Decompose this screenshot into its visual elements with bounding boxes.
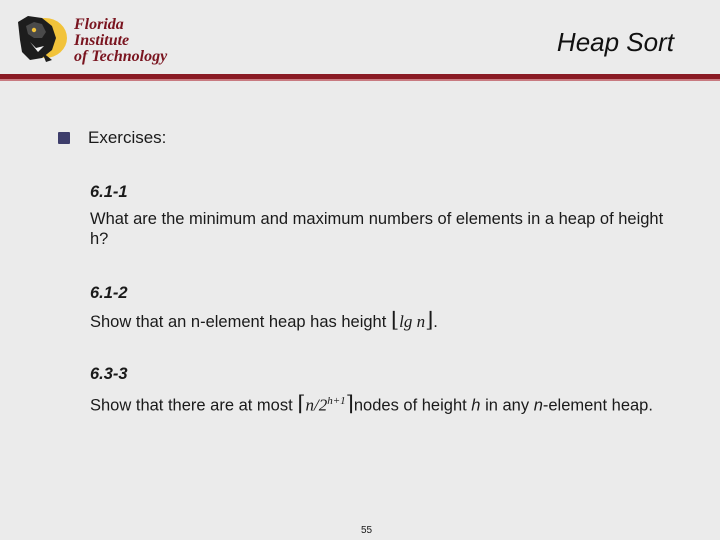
var-n: n (533, 396, 543, 415)
exercise-6-1-2 (90, 283, 680, 332)
panther-logo-icon (12, 8, 70, 66)
exercise-text-after: -element heap. (542, 396, 653, 415)
exercise-text-mid2: in any (480, 396, 534, 415)
exercise-text (90, 391, 680, 416)
floor-open: ⌊ (390, 308, 400, 332)
exercise-text-mid1: nodes of height (353, 396, 472, 415)
logo-line-1: Florida Institute (74, 16, 130, 49)
header-rule-shadow (0, 79, 720, 81)
logo-wordmark (74, 17, 182, 65)
fit-logo (12, 8, 182, 66)
square-bullet-icon (58, 132, 70, 144)
math-n-over-2: n/2 (305, 395, 328, 415)
math-exponent: h+1 (327, 395, 346, 407)
math-lg-n: lg n (399, 312, 426, 331)
exercise-text-before: Show that there are at most (90, 396, 298, 415)
exercise-number: 6.1-2 (90, 284, 128, 302)
page-number: 55 (361, 525, 373, 536)
bullet-label: Exercises: (88, 128, 167, 147)
exercise-text-before: Show that an n-element heap has height (90, 313, 391, 331)
ceil-open: ⌈ (297, 391, 306, 416)
logo-line-2: of Technology (74, 48, 168, 65)
exercise-number: 6.3-3 (90, 365, 128, 383)
bullet-exercises (58, 128, 166, 148)
exercise-text: What are the minimum and maximum numbers of elements in a heap of height h? (90, 210, 664, 248)
exercise-text (90, 310, 680, 332)
exercise-number: 6.1-1 (90, 183, 128, 201)
exercise-6-1-1 (90, 182, 680, 249)
exercise-text-after: . (433, 313, 438, 331)
floor-close: ⌋ (425, 308, 434, 332)
exercise-6-3-3 (90, 364, 680, 416)
slide-title: Heap Sort (556, 27, 674, 57)
var-h: h (471, 396, 481, 415)
ceil-close: ⌉ (345, 391, 354, 416)
